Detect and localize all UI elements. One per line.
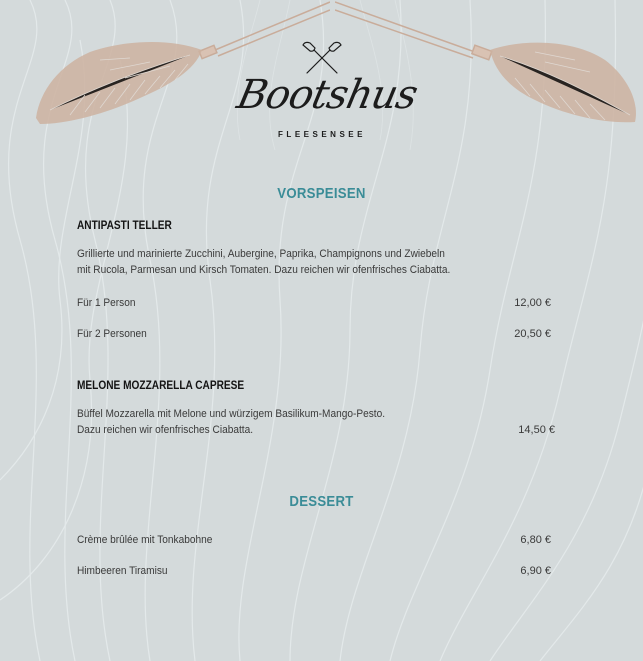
section-title-dessert: DESSERT xyxy=(289,493,354,510)
description-line: Grillierte und marinierte Zucchini, Aubergine, Paprika, Champignons und Zwiebeln xyxy=(77,248,445,260)
price-row xyxy=(77,534,551,550)
section-title-vorspeisen: VORSPEISEN xyxy=(277,185,366,202)
description-line: mit Rucola, Parmesan und Kirsch Tomaten. Dazu reichen wir ofenfrisches Ciabatta. xyxy=(77,264,451,276)
dessert-label: Himbeeren Tiramisu xyxy=(77,565,168,577)
dessert-price: 6,80 € xyxy=(520,534,551,546)
item-price: 14,50 € xyxy=(518,424,555,436)
option-label: Für 1 Person xyxy=(77,297,136,309)
option-price: 20,50 € xyxy=(514,328,551,340)
option-label: Für 2 Personen xyxy=(77,328,147,340)
dessert-price: 6,90 € xyxy=(520,565,551,577)
description-line: Dazu reichen wir ofenfrisches Ciabatta. xyxy=(77,424,254,436)
item-description-antipasti xyxy=(77,246,450,278)
dessert-label: Crème brûlée mit Tonkabohne xyxy=(77,534,213,546)
option-price: 12,00 € xyxy=(514,297,551,309)
brand-logo-script: Bootshus xyxy=(233,72,422,118)
price-row xyxy=(77,424,555,440)
description-line: Büffel Mozzarella mit Melone und würzigem Basilikum-Mango-Pesto. xyxy=(77,408,386,420)
price-row xyxy=(77,565,551,581)
price-row xyxy=(77,297,551,313)
item-title-melone-mozzarella: MELONE MOZZARELLA CAPRESE xyxy=(77,380,245,392)
item-title-antipasti: ANTIPASTI TELLER xyxy=(77,220,172,232)
brand-location: FLEESENSEE xyxy=(278,130,366,139)
price-row xyxy=(77,328,551,344)
